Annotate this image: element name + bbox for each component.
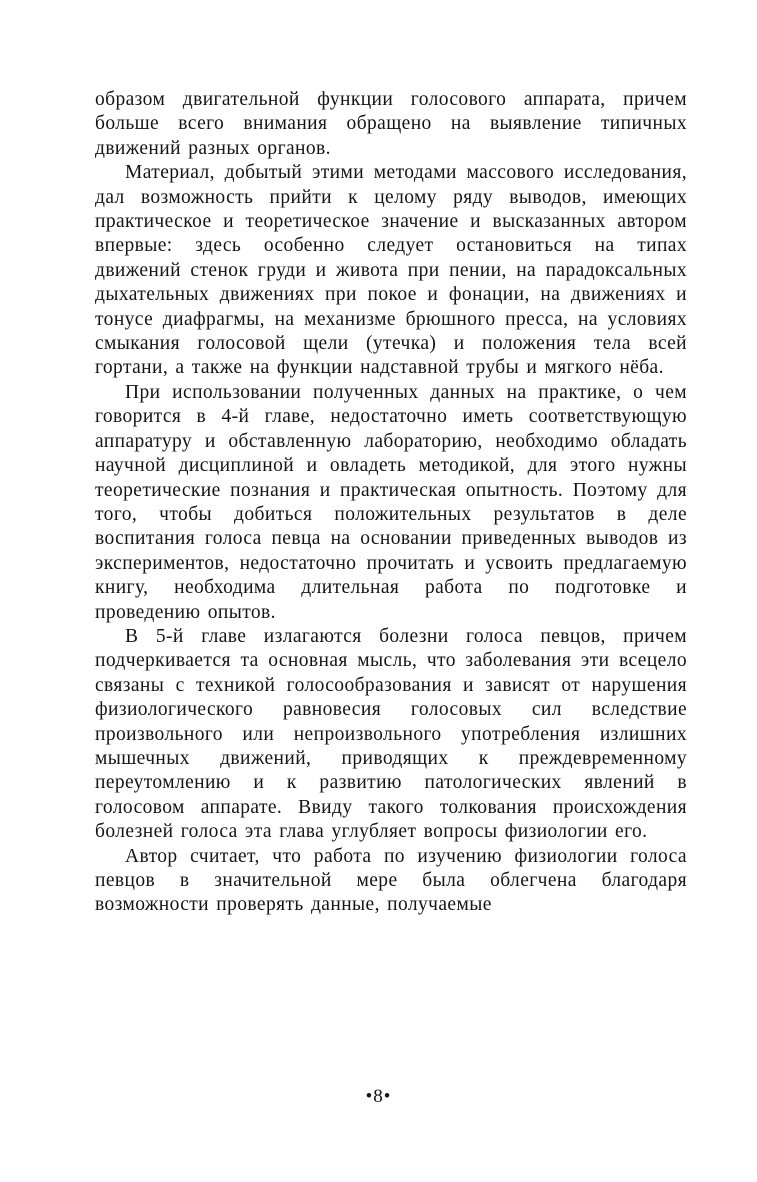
page-number: •8• bbox=[365, 1086, 392, 1107]
paragraph: образом двигательной функции голосового аппарата, причем больше всего внимания обращено на выявление типичных движений разных органов. bbox=[95, 89, 687, 159]
book-page-text bbox=[95, 88, 687, 918]
paragraph: Материал, добытый этими методами массового исследования, дал возможность прийти к целому ряду выводов, имеющих практическое и теоретическое значение и высказанных автором впервые: здесь особенно следует остановиться на типах движений стенок груди и живота при пении, на парадоксальных дыхательных движениях при покое и фонации, на движениях и тонусе диафрагмы, на механизме брюшного пресса, на условиях смыкания голосовой щели (утечка) и положения тела всей гортани, а также на функции надставной трубы и мягкого нёба. bbox=[95, 162, 687, 379]
paragraph: В 5-й главе излагаются болезни голоса певцов, причем подчеркивается та основная мысль, что заболевания эти всецело связаны с техникой голосообразования и зависят от нарушения физиологического равновесия голосовых сил вследствие произвольного или непроизвольного употребления излишних мышечных движений, приводящих к преждевременному переутомлению и к развитию патологических явлений в голосовом аппарате. Ввиду такого толкования происхождения болезней голоса эта глава углубляет вопросы физиологии его. bbox=[95, 625, 687, 843]
paragraph: При использовании полученных данных на практике, о чем говорится в 4-й главе, недостаточно иметь соответствующую аппаратуру и обставленную лабораторию, необходимо обладать научной дисциплиной и овладеть методикой, для этого нужны теоретические познания и практическая опытность. Поэтому для того, чтобы добиться положительных результатов в деле воспитания голоса певца на основании приведенных выводов из экспериментов, недостаточно прочитать и усвоить предлагаемую книгу, необходима длительная работа по подготовке и проведению опытов. bbox=[95, 381, 687, 623]
paragraph: Автор считает, что работа по изучению физиологии голоса певцов в значительной мере была облегчена благодаря возможности проверять данные, получаемые bbox=[95, 845, 687, 916]
